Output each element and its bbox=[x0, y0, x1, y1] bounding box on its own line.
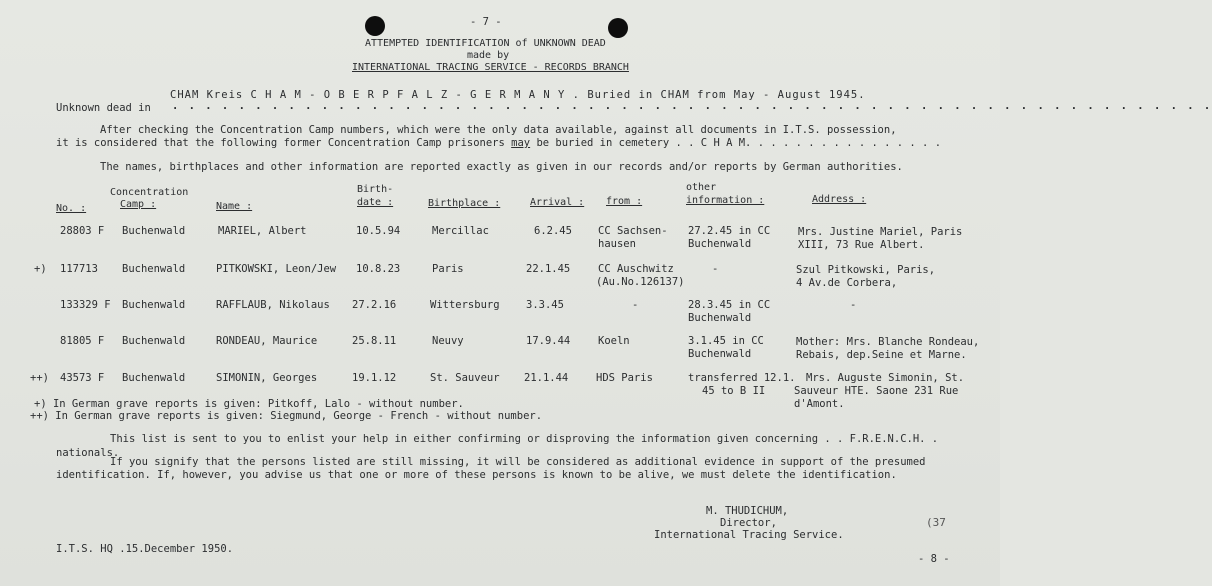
cell-from-2: (Au.No.126137) bbox=[596, 276, 685, 288]
cell-address-2: 4 Av.de Corbera, bbox=[796, 277, 898, 289]
col-header-birthdate-2: date : bbox=[357, 197, 394, 208]
cell-other-2: 45 to B II bbox=[702, 385, 766, 397]
cell-from: Koeln bbox=[598, 335, 630, 347]
cell-address-3: d'Amont. bbox=[794, 398, 845, 410]
cell-from: - bbox=[632, 299, 639, 311]
cell-address-2: Sauveur HTE. Saone 231 Rue bbox=[794, 385, 959, 397]
punch-hole-left bbox=[365, 16, 385, 36]
cell-camp: Buchenwald bbox=[122, 335, 186, 347]
cell-name: RAFFLAUB, Nikolaus bbox=[216, 299, 330, 311]
cell-no: 28803 F bbox=[60, 225, 105, 237]
cell-address: - bbox=[850, 299, 857, 311]
unknown-dead-label: Unknown dead in bbox=[56, 102, 151, 114]
cell-name: MARIEL, Albert bbox=[218, 225, 307, 237]
cell-arrival: 22.1.45 bbox=[526, 263, 571, 275]
cell-birthplace: Wittersburg bbox=[430, 299, 500, 311]
cell-address: Mrs. Auguste Simonin, St. bbox=[806, 372, 965, 384]
closing-line-3: If you signify that the persons listed are still missing, it will be considered as additional evidence in support of the presumed bbox=[110, 456, 926, 468]
cell-other: transferred 12.1. bbox=[688, 372, 796, 384]
cell-birthplace: Neuvy bbox=[432, 335, 464, 347]
col-header-camp-1: Concentration bbox=[110, 187, 189, 198]
handwritten-mark: (37 bbox=[926, 516, 946, 529]
cell-other: 28.3.45 in CC bbox=[688, 299, 771, 311]
cell-mark: +) bbox=[34, 263, 47, 275]
col-header-camp-2: Camp : bbox=[120, 199, 157, 210]
col-header-arrival: Arrival : bbox=[530, 197, 585, 208]
cell-other: - bbox=[712, 263, 719, 275]
cell-arrival: 17.9.44 bbox=[526, 335, 571, 347]
cell-birthplace: St. Sauveur bbox=[430, 372, 500, 384]
cell-other: 27.2.45 in CC bbox=[688, 225, 771, 237]
cell-from: CC Auschwitz bbox=[598, 263, 674, 275]
col-header-birthplace: Birthplace : bbox=[428, 198, 501, 209]
cell-arrival: 21.1.44 bbox=[524, 372, 569, 384]
cell-arrival: 6.2.45 bbox=[534, 225, 572, 237]
closing-line-4: identification. If, however, you advise us that one or more of these persons is known to be alive, we must delete the identification. bbox=[56, 469, 897, 481]
cell-camp: Buchenwald bbox=[122, 225, 186, 237]
title-line-2: made by bbox=[467, 50, 510, 61]
col-header-other-1: other bbox=[686, 182, 717, 193]
footnote-1: +) In German grave reports is given: Pitkoff, Lalo - without number. bbox=[34, 398, 464, 410]
intro-line-2: it is considered that the following former Concentration Camp prisoners may be buried in cemetery . . C H A M. . . . . . . . . . . . . . . . bbox=[56, 137, 942, 149]
cell-name: PITKOWSKI, Leon/Jew bbox=[216, 263, 337, 275]
cell-no: 133329 F bbox=[60, 299, 111, 311]
cell-address-2: XIII, 73 Rue Albert. bbox=[798, 239, 925, 251]
col-header-from: from : bbox=[606, 196, 643, 207]
cell-name: SIMONIN, Georges bbox=[216, 372, 318, 384]
page-number-bottom: - 8 - bbox=[918, 553, 950, 565]
col-header-no: No. : bbox=[56, 203, 87, 214]
cell-other-2: Buchenwald bbox=[688, 312, 752, 324]
cell-from-2: hausen bbox=[598, 238, 636, 250]
col-header-name: Name : bbox=[216, 201, 253, 212]
cell-mark: ++) bbox=[30, 372, 49, 384]
title-line-3: INTERNATIONAL TRACING SERVICE - RECORDS BRANCH bbox=[352, 62, 629, 73]
col-header-birthdate-1: Birth- bbox=[357, 184, 394, 195]
cell-camp: Buchenwald bbox=[122, 263, 186, 275]
cell-other-2: Buchenwald bbox=[688, 348, 752, 360]
location-line: CHAM Kreis C H A M - O B E R P F A L Z - G E R M A N Y . Buried in CHAM from May - August 1945. bbox=[170, 89, 866, 101]
cell-birthdate: 10.8.23 bbox=[356, 263, 401, 275]
hq-line: I.T.S. HQ .15.December 1950. bbox=[56, 543, 234, 555]
title-line-1: ATTEMPTED IDENTIFICATION of UNKNOWN DEAD bbox=[365, 38, 606, 49]
cell-birthplace: Mercillac bbox=[432, 225, 489, 237]
footnote-2: ++) In German grave reports is given: Siegmund, George - French - without number. bbox=[30, 410, 543, 422]
punch-hole-right bbox=[608, 18, 628, 38]
cell-camp: Buchenwald bbox=[122, 299, 186, 311]
cell-birthdate: 10.5.94 bbox=[356, 225, 401, 237]
cell-other-2: Buchenwald bbox=[688, 238, 752, 250]
cell-other: 3.1.45 in CC bbox=[688, 335, 764, 347]
cell-birthdate: 19.1.12 bbox=[352, 372, 397, 384]
cell-address: Mother: Mrs. Blanche Rondeau, bbox=[796, 336, 980, 348]
cell-name: RONDEAU, Maurice bbox=[216, 335, 318, 347]
cell-no: 43573 F bbox=[60, 372, 105, 384]
cell-camp: Buchenwald bbox=[122, 372, 186, 384]
cell-address: Szul Pitkowski, Paris, bbox=[796, 264, 936, 276]
signatory-title: Director, bbox=[720, 517, 777, 529]
col-header-other-2: information : bbox=[686, 195, 765, 206]
intro-line-1: After checking the Concentration Camp numbers, which were the only data available, against all documents in I.T.S. possession, bbox=[100, 124, 897, 136]
cell-from: HDS Paris bbox=[596, 372, 653, 384]
cell-from: CC Sachsen- bbox=[598, 225, 668, 237]
closing-line-2: nationals. bbox=[56, 447, 120, 459]
signatory-name: M. THUDICHUM, bbox=[706, 505, 789, 517]
cell-no: 81805 F bbox=[60, 335, 105, 347]
cell-birthdate: 27.2.16 bbox=[352, 299, 397, 311]
cell-arrival: 3.3.45 bbox=[526, 299, 564, 311]
dotted-leader: . . . . . . . . . . . . . . . . . . . . . . . . . . . . . . . . . . . . . . . . . . . . . . . . . . . . . . . . . . . . . . . bbox=[172, 100, 1212, 112]
page-number-top: - 7 - bbox=[470, 16, 502, 28]
cell-birthdate: 25.8.11 bbox=[352, 335, 397, 347]
closing-line-1: This list is sent to you to enlist your help in either confirming or disproving the information given concerning . . F.R.E.N.C.H. . bbox=[110, 433, 939, 445]
cell-address: Mrs. Justine Mariel, Paris bbox=[798, 226, 963, 238]
cell-address-2: Rebais, dep.Seine et Marne. bbox=[796, 349, 967, 361]
names-note: The names, birthplaces and other information are reported exactly as given in our records and/or reports by German authorities. bbox=[100, 161, 903, 173]
cell-no: 117713 bbox=[60, 263, 98, 275]
cell-birthplace: Paris bbox=[432, 263, 464, 275]
col-header-address: Address : bbox=[812, 194, 867, 205]
signatory-org: International Tracing Service. bbox=[654, 529, 844, 541]
